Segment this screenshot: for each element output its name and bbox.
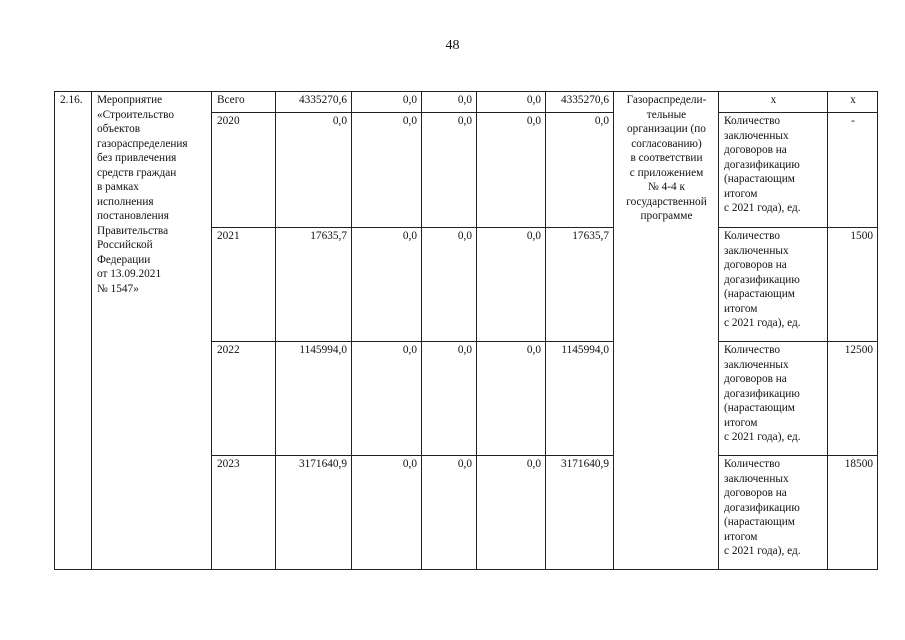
federal-budget-cell: 0,0 (352, 92, 422, 113)
indicator-cell: Количество заключенных договоров на догазификацию (нарастающим итогом с 2021 года), ед. (719, 456, 828, 570)
event-name: Мероприятие «Строительство объектов газораспределения без привлечения средств граждан в рамках исполнения постановления Правительства Российской Федерации от 13.09.2021 № 1547» (92, 92, 212, 570)
regional-budget-cell: 0,0 (422, 342, 477, 456)
year-cell: 2020 (212, 113, 276, 228)
year-cell: 2021 (212, 228, 276, 342)
program-activities-table (54, 91, 878, 570)
total-funding-cell: 0,0 (276, 113, 352, 228)
local-budget-cell: 0,0 (477, 113, 546, 228)
total-funding-cell: 4335270,6 (276, 92, 352, 113)
indicator-cell: х (719, 92, 828, 113)
local-budget-cell: 0,0 (477, 342, 546, 456)
total-funding-cell: 1145994,0 (276, 342, 352, 456)
indicator-value-cell: х (828, 92, 878, 113)
regional-budget-cell: 0,0 (422, 228, 477, 342)
year-cell: 2023 (212, 456, 276, 570)
page-number: 48 (445, 38, 460, 53)
federal-budget-cell: 0,0 (352, 228, 422, 342)
extrabudgetary-cell: 4335270,6 (546, 92, 614, 113)
indicator-value-cell: 1500 (828, 228, 878, 342)
indicator-value-cell: 18500 (828, 456, 878, 570)
item-number: 2.16. (55, 92, 92, 570)
extrabudgetary-cell: 1145994,0 (546, 342, 614, 456)
federal-budget-cell: 0,0 (352, 342, 422, 456)
extrabudgetary-cell: 3171640,9 (546, 456, 614, 570)
indicator-value-cell: - (828, 113, 878, 228)
federal-budget-cell: 0,0 (352, 456, 422, 570)
total-funding-cell: 3171640,9 (276, 456, 352, 570)
indicator-cell: Количество заключенных договоров на догазификацию (нарастающим итогом с 2021 года), ед. (719, 113, 828, 228)
local-budget-cell: 0,0 (477, 456, 546, 570)
regional-budget-cell: 0,0 (422, 92, 477, 113)
year-cell: Всего (212, 92, 276, 113)
regional-budget-cell: 0,0 (422, 456, 477, 570)
year-cell: 2022 (212, 342, 276, 456)
extrabudgetary-cell: 0,0 (546, 113, 614, 228)
extrabudgetary-cell: 17635,7 (546, 228, 614, 342)
indicator-cell: Количество заключенных договоров на догазификацию (нарастающим итогом с 2021 года), ед. (719, 228, 828, 342)
indicator-cell: Количество заключенных договоров на догазификацию (нарастающим итогом с 2021 года), ед. (719, 342, 828, 456)
federal-budget-cell: 0,0 (352, 113, 422, 228)
regional-budget-cell: 0,0 (422, 113, 477, 228)
table-row (55, 92, 878, 113)
executor-cell: Газораспредели- тельные организации (по согласованию) в соответствии с приложением № 4-4 к государственной программе (614, 92, 719, 570)
indicator-value-cell: 12500 (828, 342, 878, 456)
local-budget-cell: 0,0 (477, 92, 546, 113)
total-funding-cell: 17635,7 (276, 228, 352, 342)
local-budget-cell: 0,0 (477, 228, 546, 342)
